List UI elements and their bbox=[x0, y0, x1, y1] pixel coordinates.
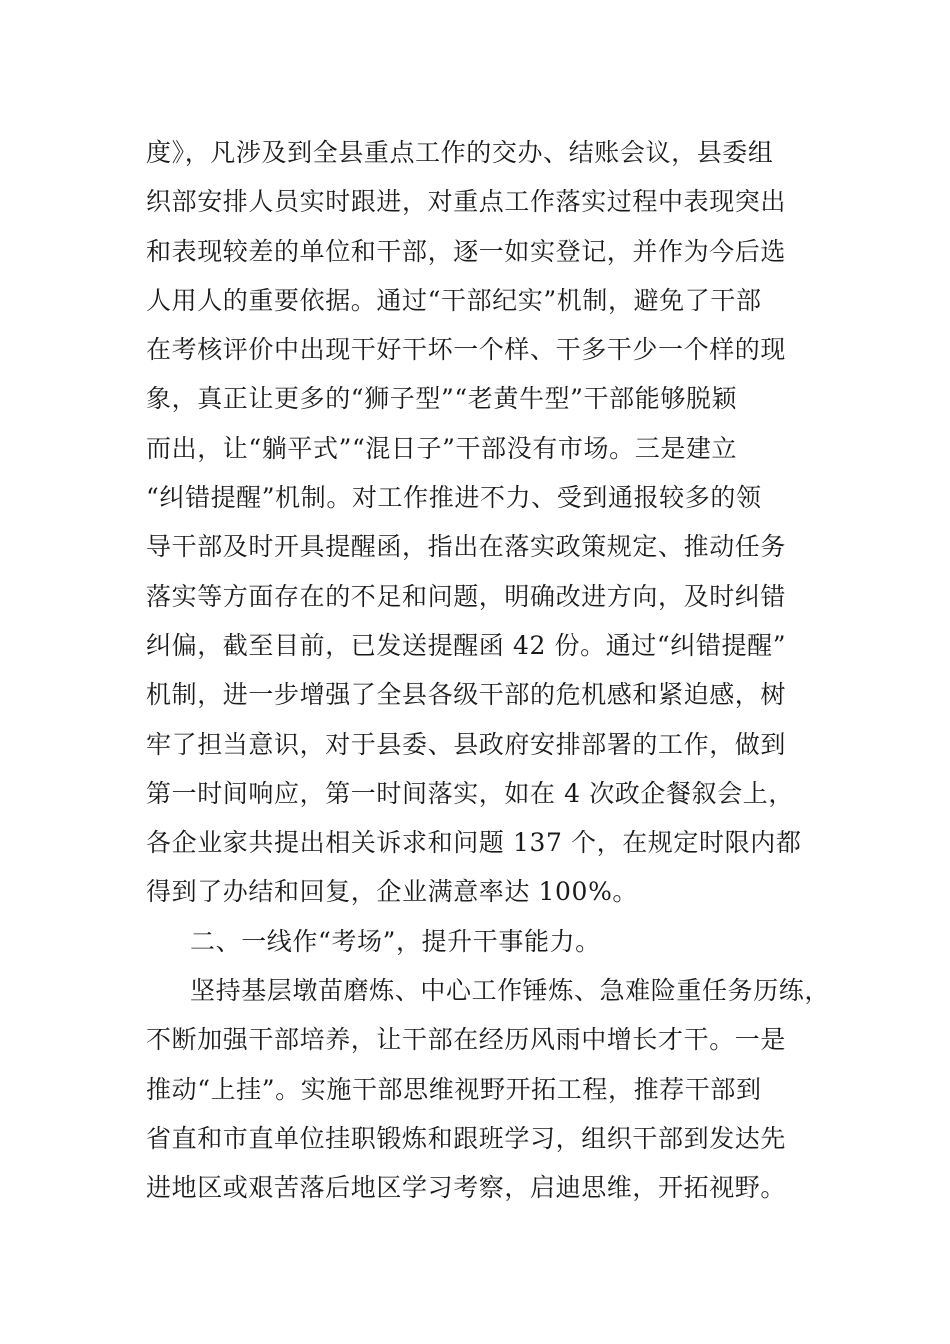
text-line: 牢了担当意识，对于县委、县政府安排部署的工作，做到 bbox=[146, 729, 787, 759]
text-line: 不断加强干部培养，让干部在经历风雨中增长才干。一是 bbox=[146, 1025, 787, 1055]
text-line: 纠偏，截至目前，已发送提醒函 42 份。通过“纠错提醒” bbox=[146, 630, 787, 660]
text-line: 导干部及时开具提醒函，指出在落实政策规定、推动任务 bbox=[146, 532, 787, 562]
text-line: 省直和市直单位挂职锻炼和跟班学习，组织干部到发达先 bbox=[146, 1123, 787, 1153]
text-line: 人用人的重要依据。通过“干部纪实”机制，避免了干部 bbox=[146, 285, 762, 315]
text-line: “纠错提醒”机制。对工作推进不力、受到通报较多的领 bbox=[146, 483, 762, 513]
text-line: 第一时间响应，第一时间落实，如在 4 次政企餐叙会上， bbox=[146, 778, 795, 808]
text-line: 织部安排人员实时跟进，对重点工作落实过程中表现突出 bbox=[146, 187, 787, 217]
text-line: 而出，让“躺平式”“混日子”干部没有市场。三是建立 bbox=[146, 433, 738, 463]
text-line: 度》，凡涉及到全县重点工作的交办、结账会议，县委组 bbox=[146, 138, 774, 167]
text-line: 坚持基层墩苗磨炼、中心工作锤炼、急难险重任务历练， bbox=[190, 976, 831, 1006]
text-line: 落实等方面存在的不足和问题，明确改进方向，及时纠错 bbox=[146, 581, 787, 611]
text-line: 进地区或艰苦落后地区学习考察，启迪思维，开拓视野。 bbox=[146, 1173, 787, 1203]
text-line: 和表现较差的单位和干部，逐一如实登记，并作为今后选 bbox=[146, 236, 787, 266]
section-heading: 二、一线作“考场”，提升干事能力。 bbox=[190, 926, 601, 956]
text-line: 象，真正让更多的“狮子型”“老黄牛型”干部能够脱颖 bbox=[146, 384, 738, 414]
text-line: 机制，进一步增强了全县各级干部的危机感和紧迫感，树 bbox=[146, 680, 787, 710]
text-line: 各企业家共提出相关诉求和问题 137 个，在规定时限内都 bbox=[146, 828, 802, 858]
body-text bbox=[146, 128, 846, 1213]
text-line: 得到了办结和回复，企业满意率达 100%。 bbox=[146, 877, 639, 907]
text-line: 在考核评价中出现干好干坏一个样、干多干少一个样的现 bbox=[146, 335, 787, 365]
text-line: 推动“上挂”。实施干部思维视野开拓工程，推荐干部到 bbox=[146, 1074, 762, 1104]
